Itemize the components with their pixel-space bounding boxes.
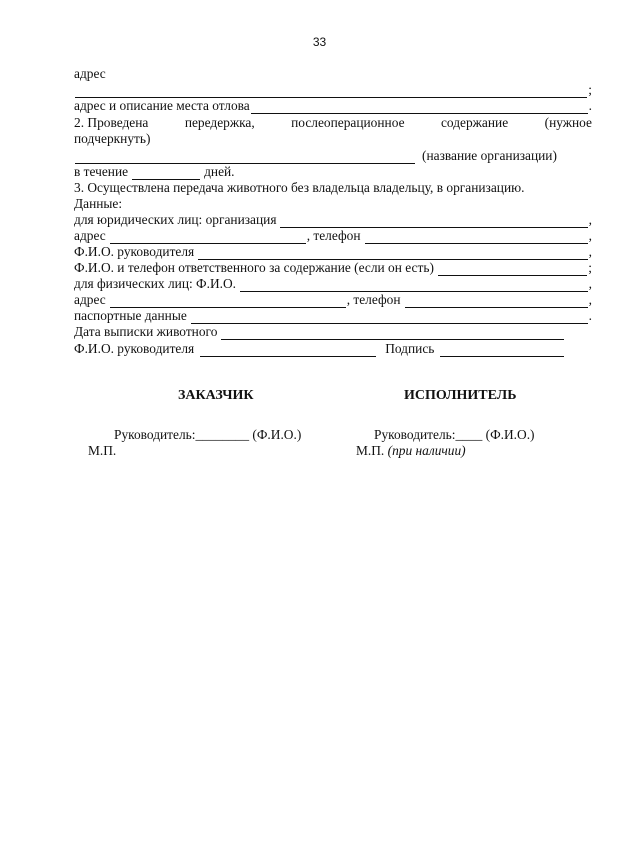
item2-word3: послеоперационное [291, 115, 405, 130]
data-label-line [74, 196, 592, 212]
responsible-blank [438, 264, 587, 276]
head-signature-line [74, 341, 592, 357]
contractor-seal-note: (при наличии) [387, 443, 466, 458]
customer-seal: М.П. [88, 443, 117, 458]
legal-org-label: для юридических лиц: организация [74, 212, 277, 227]
legal-head-blank [198, 248, 587, 260]
org-name-line [74, 148, 592, 164]
item2-cont-line [74, 131, 592, 147]
physical-phone-label: , телефон [346, 292, 401, 307]
capture-label: адрес и описание места отлова [74, 98, 250, 113]
physical-fio-comma: , [588, 276, 592, 291]
legal-address-line [74, 228, 592, 244]
org-name-blank [75, 152, 415, 164]
legal-address-blank [110, 232, 306, 244]
data-label: Данные: [74, 196, 123, 211]
legal-org-comma: , [588, 212, 592, 227]
item2-num-word: 2. Проведена [74, 115, 149, 130]
legal-address-label: адрес [74, 228, 106, 243]
physical-address-label: адрес [74, 292, 106, 307]
contractor-seal: М.П. [356, 443, 385, 458]
during-label: в течение [74, 164, 129, 179]
contractor-title: ИСПОЛНИТЕЛЬ [404, 388, 517, 403]
legal-org-line [74, 212, 592, 228]
address-label: адрес [74, 66, 106, 81]
responsible-label: Ф.И.О. и телефон ответственного за содержание (если он есть) [74, 260, 434, 275]
contractor-head: Руководитель:____ (Ф.И.О.) [374, 427, 535, 442]
discharge-label: Дата выписки животного [74, 324, 218, 339]
physical-phone-comma: , [588, 292, 592, 307]
org-name-label: (название организации) [422, 148, 557, 163]
discharge-line [74, 324, 592, 340]
days-label: дней. [204, 164, 235, 179]
capture-place-line [74, 98, 592, 114]
days-blank [132, 168, 200, 180]
customer-head: Руководитель:________ (Ф.И.О.) [114, 427, 302, 442]
legal-phone-label: , телефон [306, 228, 361, 243]
legal-org-blank [280, 216, 587, 228]
physical-address-line [74, 292, 592, 308]
passport-end: . [588, 308, 592, 323]
address-blank-line [74, 82, 592, 98]
signature-blank [440, 345, 564, 357]
physical-fio-line [74, 276, 592, 292]
signature-label: Подпись [385, 341, 435, 356]
passport-line [74, 308, 592, 324]
page-number: 33 [312, 35, 327, 49]
duration-line [74, 164, 592, 180]
passport-blank [191, 312, 588, 324]
item2-cont: подчеркнуть) [74, 131, 151, 146]
head-fio-blank [200, 345, 376, 357]
physical-fio-blank [240, 280, 588, 292]
legal-phone-comma: , [588, 228, 592, 243]
head-fio-label: Ф.И.О. руководителя [74, 341, 195, 356]
physical-phone-blank [405, 296, 588, 308]
discharge-blank [221, 328, 564, 340]
legal-head-comma: , [588, 244, 592, 259]
customer-title: ЗАКАЗЧИК [178, 388, 254, 403]
item3-text: 3. Осуществлена передача животного без владельца владельцу, в организацию. [74, 180, 525, 195]
item2-word4: содержание [440, 115, 509, 130]
legal-head-line [74, 244, 592, 260]
responsible-end: ; [588, 260, 592, 275]
item2-word5: (нужное [544, 115, 592, 130]
item2-line [74, 115, 592, 131]
contractor-seal-line [356, 443, 466, 459]
legal-head-label: Ф.И.О. руководителя [74, 244, 195, 259]
capture-end: . [588, 98, 592, 113]
address-end: ; [588, 82, 592, 97]
address-blank [75, 86, 587, 98]
physical-fio-label: для физических лиц: Ф.И.О. [74, 276, 237, 291]
item2-word2: передержка, [184, 115, 255, 130]
responsible-line [74, 260, 592, 276]
passport-label: паспортные данные [74, 308, 187, 323]
legal-phone-blank [365, 232, 588, 244]
item3-line [74, 180, 592, 196]
address-label-line [74, 66, 592, 82]
physical-address-blank [110, 296, 346, 308]
capture-blank [251, 102, 588, 114]
